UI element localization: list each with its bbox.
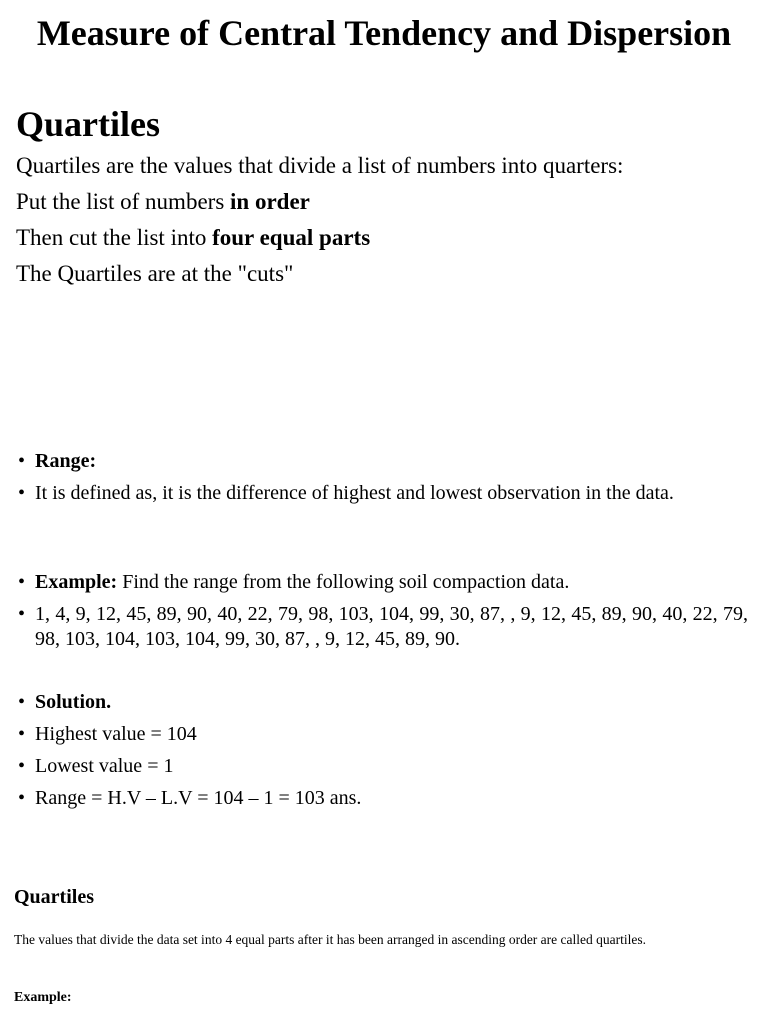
bullet-icon: • (18, 755, 26, 777)
quartiles-note-text: The values that divide the data set into 4 equal parts after it has been arranged in ascending order are called quartiles. (14, 932, 646, 947)
page-title: Measure of Central Tendency and Dispersion (36, 13, 732, 53)
range-data-item (18, 602, 748, 652)
range-result: Range = H.V – L.V = 104 – 1 = 103 ans. (35, 787, 362, 809)
bullet-icon: • (18, 571, 26, 593)
quartiles-intro-line (16, 152, 756, 180)
highest-value: Highest value = 104 (35, 723, 197, 745)
range-example-item (18, 570, 748, 595)
solution-label-item (18, 690, 748, 715)
range-label-item (18, 449, 748, 474)
quartiles-heading: Quartiles (16, 104, 160, 144)
quartiles-order-text: Put the list of numbers (16, 189, 231, 214)
range-result-item (18, 786, 748, 811)
lowest-value-item (18, 754, 748, 779)
bullet-icon: • (18, 603, 26, 625)
range-example-list (18, 570, 748, 659)
range-solution-list (18, 690, 748, 818)
range-label: Range: (35, 450, 97, 472)
quartiles-cuts-line (16, 260, 756, 288)
lowest-value: Lowest value = 1 (35, 755, 174, 777)
quartiles-order-bold: in order (230, 189, 310, 214)
example-text: Find the range from the following soil compaction data. (117, 571, 570, 593)
quartiles-cuts-text: The Quartiles are at the "cuts" (16, 261, 294, 286)
range-data-values: 1, 4, 9, 12, 45, 89, 90, 40, 22, 79, 98, 103, 104, 99, 30, 87, , 9, 12, 45, 89, 90, 40, 22, 79, 98, 103, 104, 103, 104, 99, 30, 87, , 9, 12, 45, 89, 90. (35, 603, 748, 650)
bullet-icon: • (18, 787, 26, 809)
quartiles-order-line (16, 188, 756, 216)
quartiles-cut-bold: four equal parts (212, 225, 371, 250)
range-definition-item (18, 481, 748, 506)
highest-value-item (18, 722, 748, 747)
quartiles-cut-line (16, 224, 756, 252)
range-definition-list (18, 449, 748, 513)
bullet-icon: • (18, 723, 26, 745)
range-definition: It is defined as, it is the difference of highest and lowest observation in the data. (35, 482, 674, 504)
quartiles-cut-text: Then cut the list into (16, 225, 213, 250)
quartiles-note-heading: Quartiles (14, 886, 94, 908)
bullet-icon: • (18, 482, 26, 504)
quartiles-example-label: Example: (14, 990, 72, 1005)
bullet-icon: • (18, 450, 26, 472)
solution-label: Solution. (35, 691, 112, 713)
bullet-icon: • (18, 691, 26, 713)
quartiles-intro-text: Quartiles are the values that divide a list of numbers into quarters: (16, 153, 624, 178)
example-label: Example: (35, 571, 118, 593)
